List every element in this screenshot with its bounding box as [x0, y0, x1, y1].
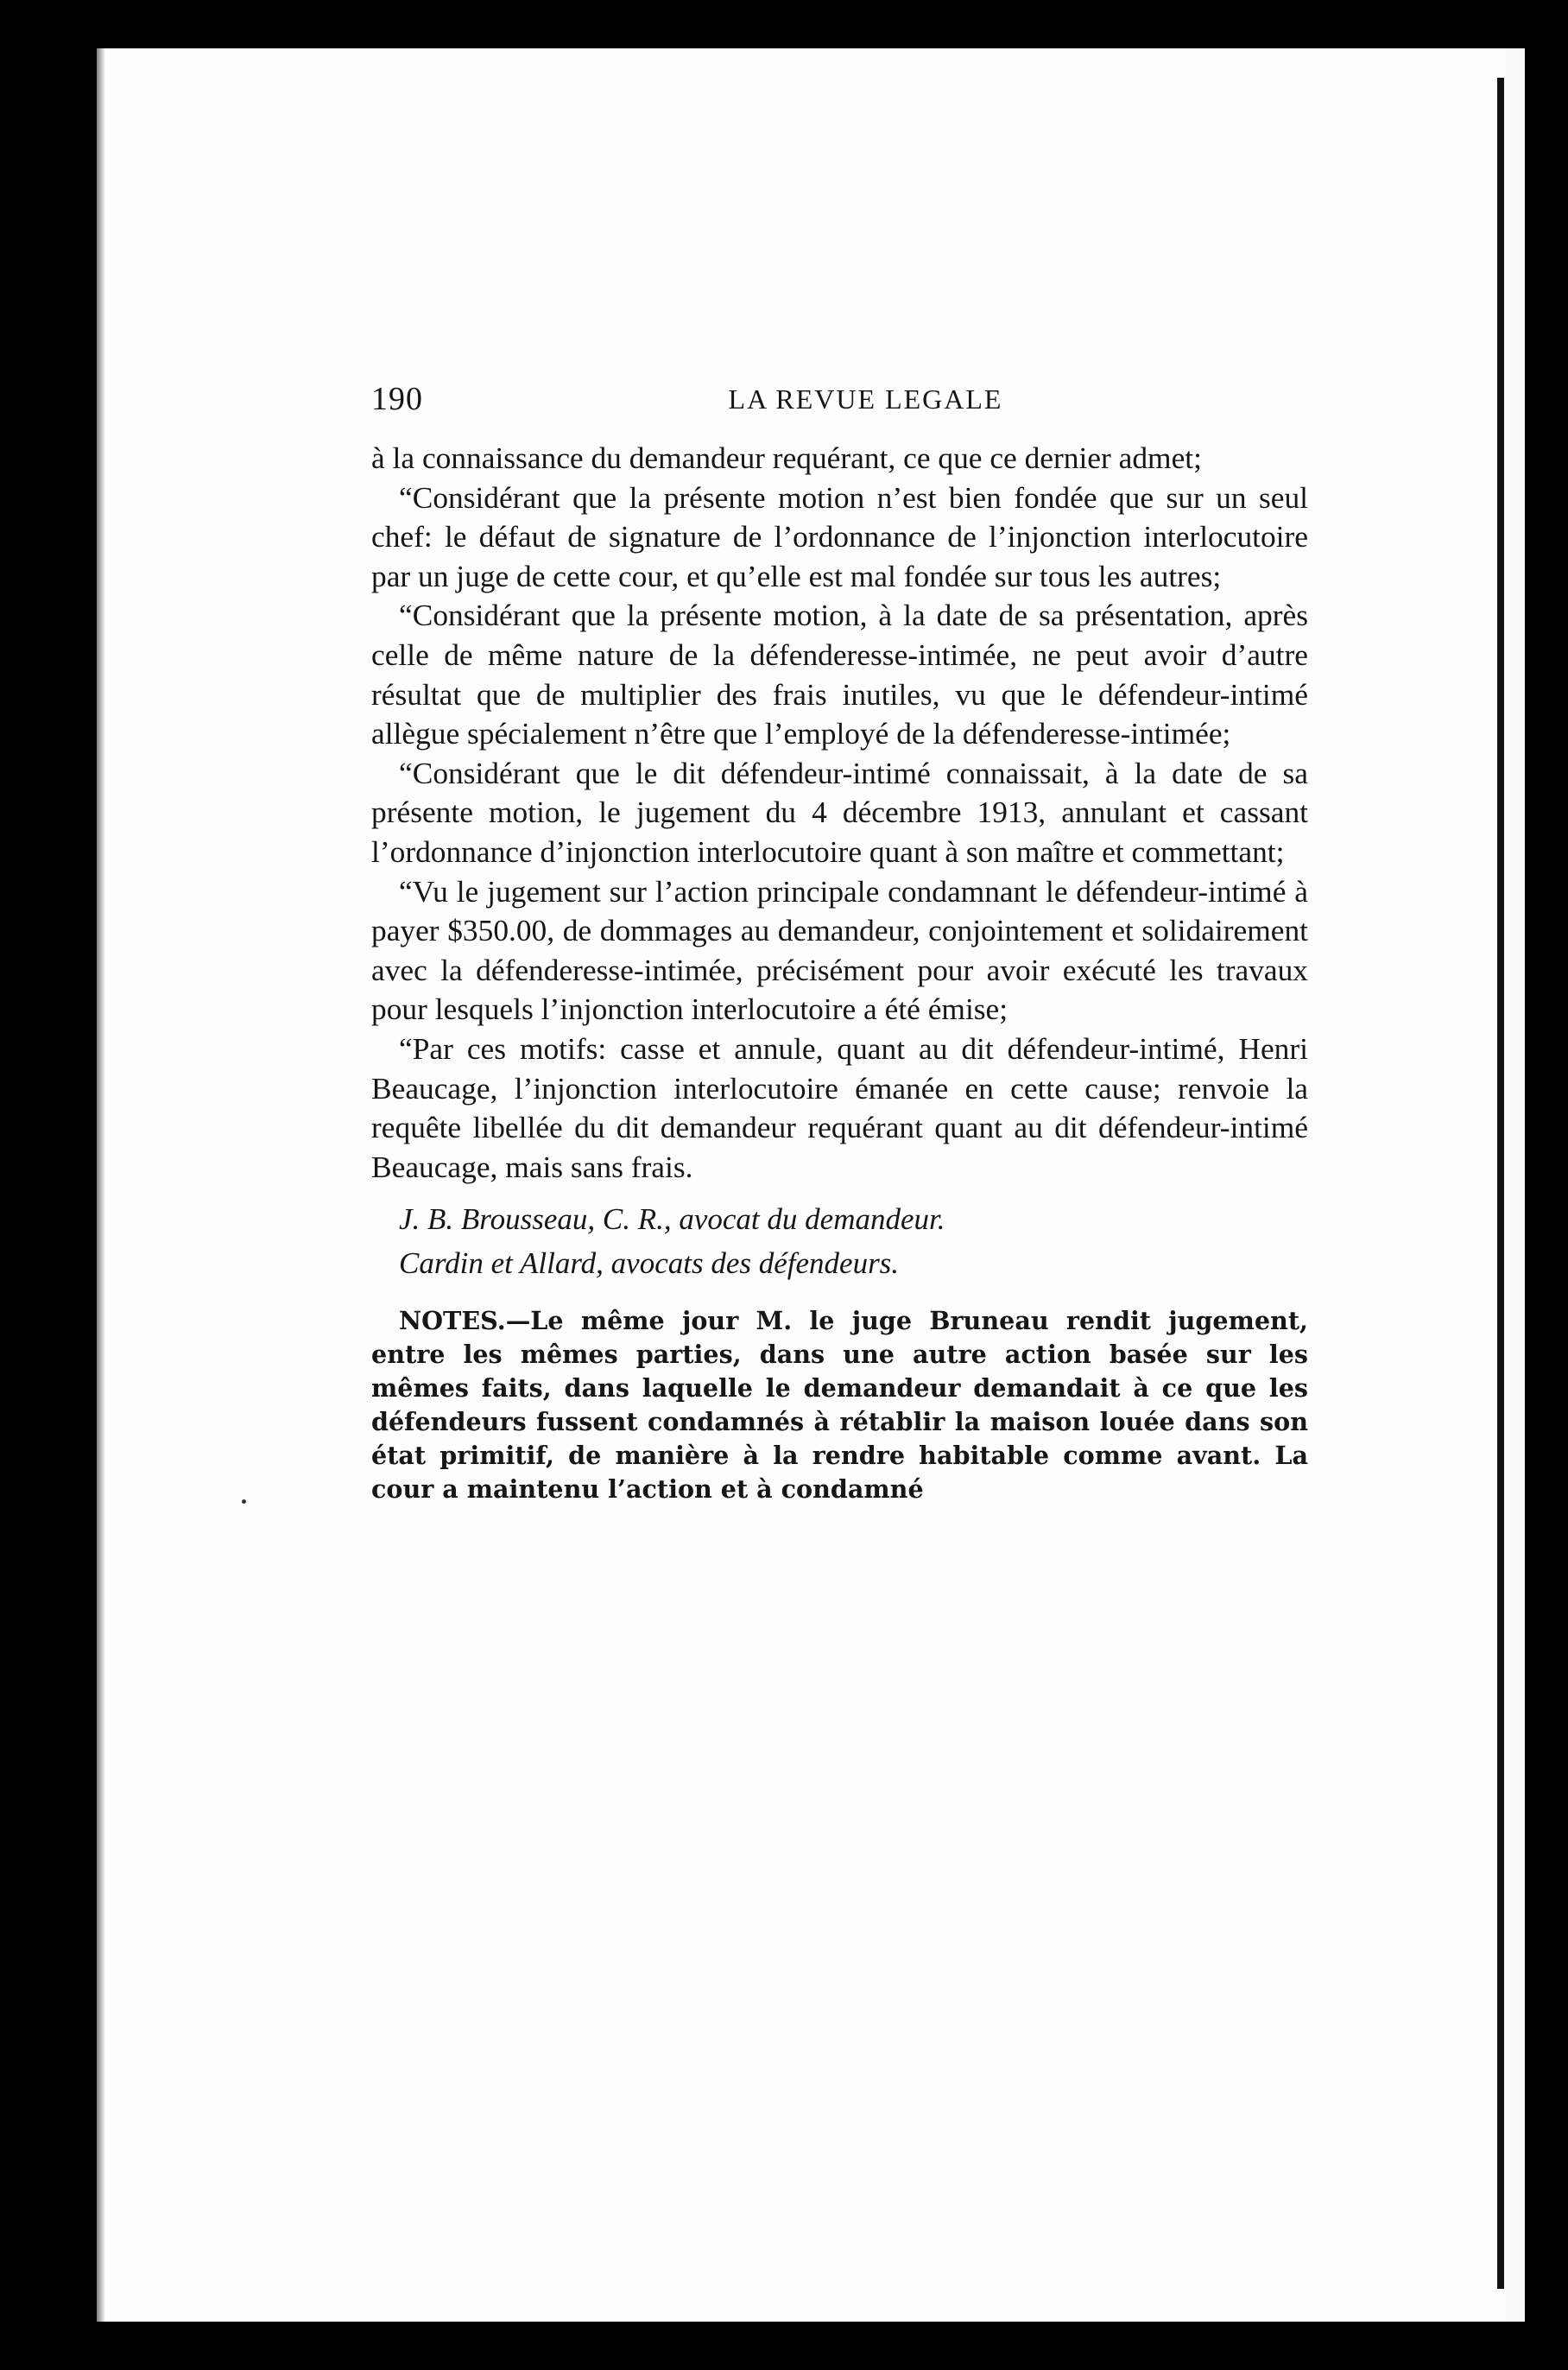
page-number: 190	[371, 381, 423, 417]
paragraph: “Considérant que le dit défendeur-intimé connaissait, à la date de sa présente motion, le jugement du 4 décembre 1913, annulant et cassant l’ordonnance d’injonction interlocutoire quant à son maître et commettant;	[371, 755, 1308, 869]
counsel-plaintiff: J. B. Brousseau, C. R., avocat du demandeur.	[399, 1202, 945, 1237]
scan-speck	[242, 1499, 246, 1504]
running-title: LA REVUE LEGALE	[728, 383, 1003, 415]
binding-edge-line	[1497, 78, 1504, 2289]
notes-paragraph: NOTES.—Le même jour M. le juge Bruneau rendit jugement, entre les mêmes parties, dans une autre action basée sur les mêmes faits, dans laquelle le demandeur demandait à ce que les défendeurs fussent condamnés à rétablir la maison louée dans son état primitif, de manière à la rendre habitable comme avant. La cour a maintenu l’action et à condamné	[371, 1306, 1308, 1505]
paragraph: “Considérant que la présente motion n’est bien fondée que sur un seul chef: le défaut de signature de l’ordonnance de l’injonction interlocutoire par un juge de cette cour, et qu’elle est mal fondée sur tous les autres;	[371, 479, 1308, 593]
paragraph: “Considérant que la présente motion, à la date de sa présentation, après celle de même nature de la défenderesse-intimée, ne peut avoir d’autre résultat que de multiplier des frais inutiles, vu que le défendeur-intimé allègue spécialement n’être que l’employé de la défenderesse-intimée;	[371, 598, 1308, 751]
page-edge-shadow	[97, 48, 105, 2322]
paragraph: “Par ces motifs: casse et annule, quant au dit défendeur-intimé, Henri Beaucage, l’injonction interlocutoire émanée en cette cause; renvoie la requête libellée du dit demandeur requérant quant au dit défendeur-intimé Beaucage, mais sans frais.	[371, 1030, 1308, 1184]
judgment-text	[371, 439, 1308, 1187]
page-content	[371, 380, 1308, 1506]
counsel-defendants: Cardin et Allard, avocats des défendeurs.	[399, 1246, 900, 1281]
paragraph: “Vu le jugement sur l’action principale condamnant le défendeur-intimé à payer $350.00, de dommages au demandeur, conjointement et solidairement avec la défenderesse-intimée, précisément pour avoir exécuté les travaux pour lesquels l’injonction interlocutoire a été émise;	[371, 873, 1308, 1027]
right-margin-band	[1506, 48, 1525, 2322]
page-header	[371, 380, 1308, 435]
paragraph: à la connaissance du demandeur requérant, ce que ce dernier admet;	[371, 440, 1202, 475]
